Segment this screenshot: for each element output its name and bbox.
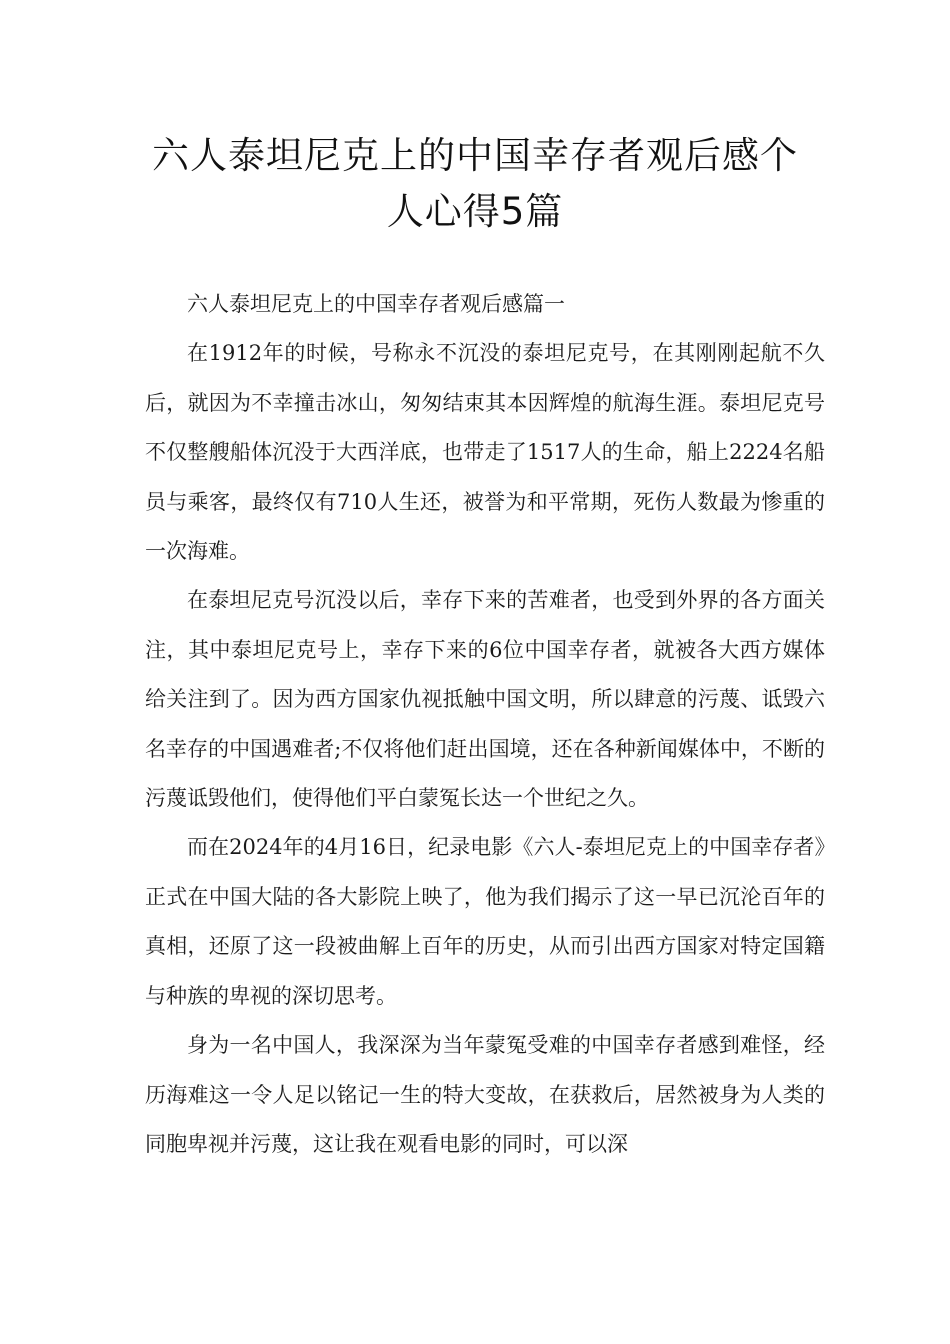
title-line-2: 人心得5篇 [386, 190, 564, 233]
section-heading: 六人泰坦尼克上的中国幸存者观后感篇一 [187, 292, 565, 316]
paragraph: 在1912年的时候，号称永不沉没的泰坦尼克号，在其刚刚起航不久后，就因为不幸撞击冰山，匆匆结束其本因辉煌的航海生涯。泰坦尼克号不仅整艘船体沉没于大西洋底，也带走了1517人的生命，船上2224名船员与乘客，最终仅有710人生还，被誉为和平常期，死伤人数最为惨重的一次海难。 [145, 341, 825, 564]
document-body [145, 280, 825, 1169]
paragraph: 在泰坦尼克号沉没以后，幸存下来的苦难者，也受到外界的各方面关注，其中泰坦尼克号上，幸存下来的6位中国幸存者，就被各大西方媒体给关注到了。因为西方国家仇视抵触中国文明，所以肆意的污蔑、诋毁六名幸存的中国遇难者;不仅将他们赶出国境，还在各种新闻媒体中，不断的污蔑诋毁他们，使得他们平白蒙冤长达一个世纪之久。 [145, 588, 825, 811]
paragraph: 身为一名中国人，我深深为当年蒙冤受难的中国幸存者感到难怪，经历海难这一令人足以铭记一生的特大变故，在获救后，居然被身为人类的同胞卑视并污蔑，这让我在观看电影的同时，可以深 [145, 1033, 825, 1156]
title-line-1: 六人泰坦尼克上的中国幸存者观后感个 [152, 134, 798, 177]
document-title [120, 128, 830, 240]
paragraph: 而在2024年的4月16日，纪录电影《六人-泰坦尼克上的中国幸存者》正式在中国大陆的各大影院上映了，他为我们揭示了这一早已沉沦百年的真相，还原了这一段被曲解上百年的历史，从而引出西方国家对特定国籍与种族的卑视的深切思考。 [145, 835, 825, 1008]
